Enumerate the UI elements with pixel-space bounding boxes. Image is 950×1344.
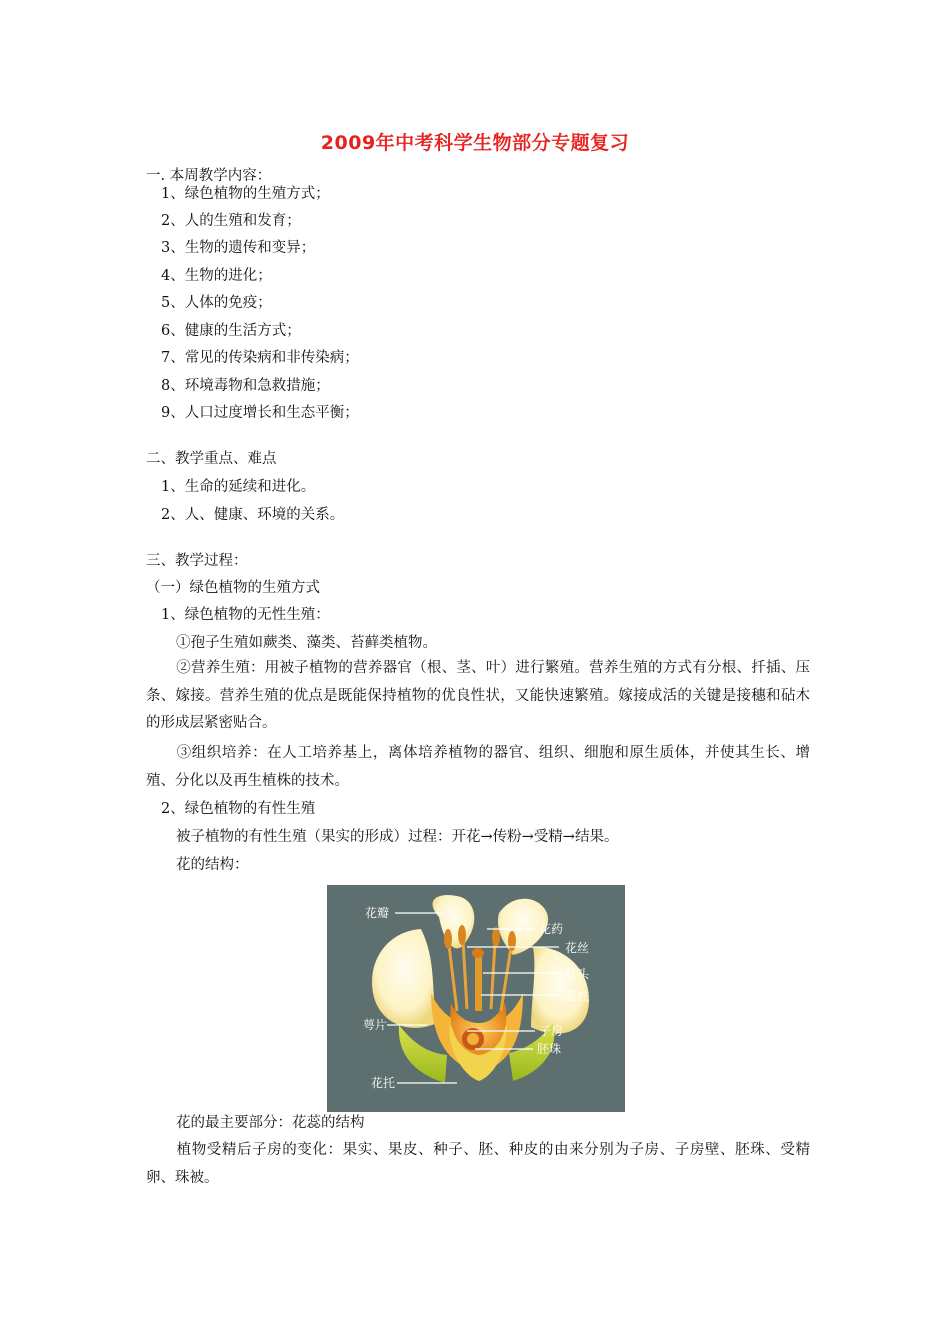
paragraph-text: ③组织培养：在人工培养基上，离体培养植物的器官、组织、细胞和原生质体，并使其生长、增殖、分化以及再生植株的技术。 <box>146 745 810 789</box>
document-title: 2009年中考科学生物部分专题复习 <box>320 132 630 154</box>
list-item: 4、生物的进化； <box>161 268 272 284</box>
petal-shape <box>372 929 437 1028</box>
anther-shape <box>458 925 466 945</box>
list-item: 8、环境毒物和急救措施； <box>161 378 330 394</box>
paragraph-structure: 花的结构： <box>176 857 249 873</box>
label-style: 花柱 <box>565 989 590 1003</box>
point-heading: 1、绿色植物的无性生殖： <box>161 607 330 623</box>
stigma-shape <box>472 948 484 958</box>
ovule-inner-shape <box>467 1033 479 1045</box>
anther-shape <box>508 931 516 951</box>
label-petal: 花瓣 <box>365 906 390 920</box>
list-item: 2、人的生殖和发育； <box>161 213 301 229</box>
label-filament: 花丝 <box>565 941 590 955</box>
label-sepal: 萼片 <box>363 1018 388 1032</box>
point-heading: 2、绿色植物的有性生殖 <box>161 801 316 817</box>
anther-shape <box>444 929 452 949</box>
paragraph-vegetative <box>146 655 810 738</box>
anther-shape <box>492 927 500 947</box>
filament-shape <box>491 943 495 1009</box>
list-item: 1、生命的延续和进化。 <box>161 479 316 495</box>
list-item: 3、生物的遗传和变异； <box>161 240 316 256</box>
label-anther: 花药 <box>539 922 564 936</box>
filament-shape <box>501 947 511 1011</box>
petal-shape <box>433 895 475 948</box>
paragraph-process: 被子植物的有性生殖（果实的形成）过程：开花→传粉→受精→结果。 <box>176 829 619 845</box>
filament-shape <box>449 945 457 1011</box>
paragraph-core-part: 花的最主要部分：花蕊的结构 <box>176 1115 365 1131</box>
list-item: 2、人、健康、环境的关系。 <box>161 507 345 523</box>
list-item: 9、人口过度增长和生态平衡； <box>161 405 359 421</box>
filament-shape <box>463 941 467 1009</box>
label-ovary: 子房 <box>539 1024 564 1038</box>
flower-illustration <box>327 885 625 1112</box>
paragraph-text: 植物受精后子房的变化：果实、果皮、种子、胚、种皮的由来分别为子房、子房壁、胚珠、受精卵、珠被。 <box>146 1142 810 1186</box>
paragraph-text: ②营养生殖：用被子植物的营养器官（根、茎、叶）进行繁殖。营养生殖的方式有分根、扦插、压条、嫁接。营养生殖的优点是既能保持植物的优良性状，又能快速繁殖。嫁接成活的关键是接穗和砧木的形成层紧密贴合。 <box>146 660 810 731</box>
list-item: 5、人体的免疫； <box>161 295 272 311</box>
section3-heading: 三、教学过程： <box>146 553 248 569</box>
paragraph-spore: ①孢子生殖如蕨类、藻类、苔藓类植物。 <box>176 635 437 651</box>
subsection-heading: （一）绿色植物的生殖方式 <box>146 580 320 596</box>
paragraph-tissue-culture <box>146 740 810 795</box>
label-stigma: 柱头 <box>565 967 590 981</box>
list-item: 7、常见的传染病和非传染病； <box>161 350 359 366</box>
label-ovule: 胚珠 <box>537 1042 562 1056</box>
section1-heading: 一. 本周教学内容： <box>146 168 272 184</box>
style-shape <box>475 955 482 1011</box>
flower-structure-diagram <box>327 885 625 1112</box>
paragraph-ovary-change <box>146 1137 810 1192</box>
label-receptacle: 花托 <box>371 1076 396 1090</box>
list-item: 6、健康的生活方式； <box>161 323 301 339</box>
list-item: 1、绿色植物的生殖方式； <box>161 186 330 202</box>
section2-heading: 二、教学重点、难点 <box>146 451 277 467</box>
